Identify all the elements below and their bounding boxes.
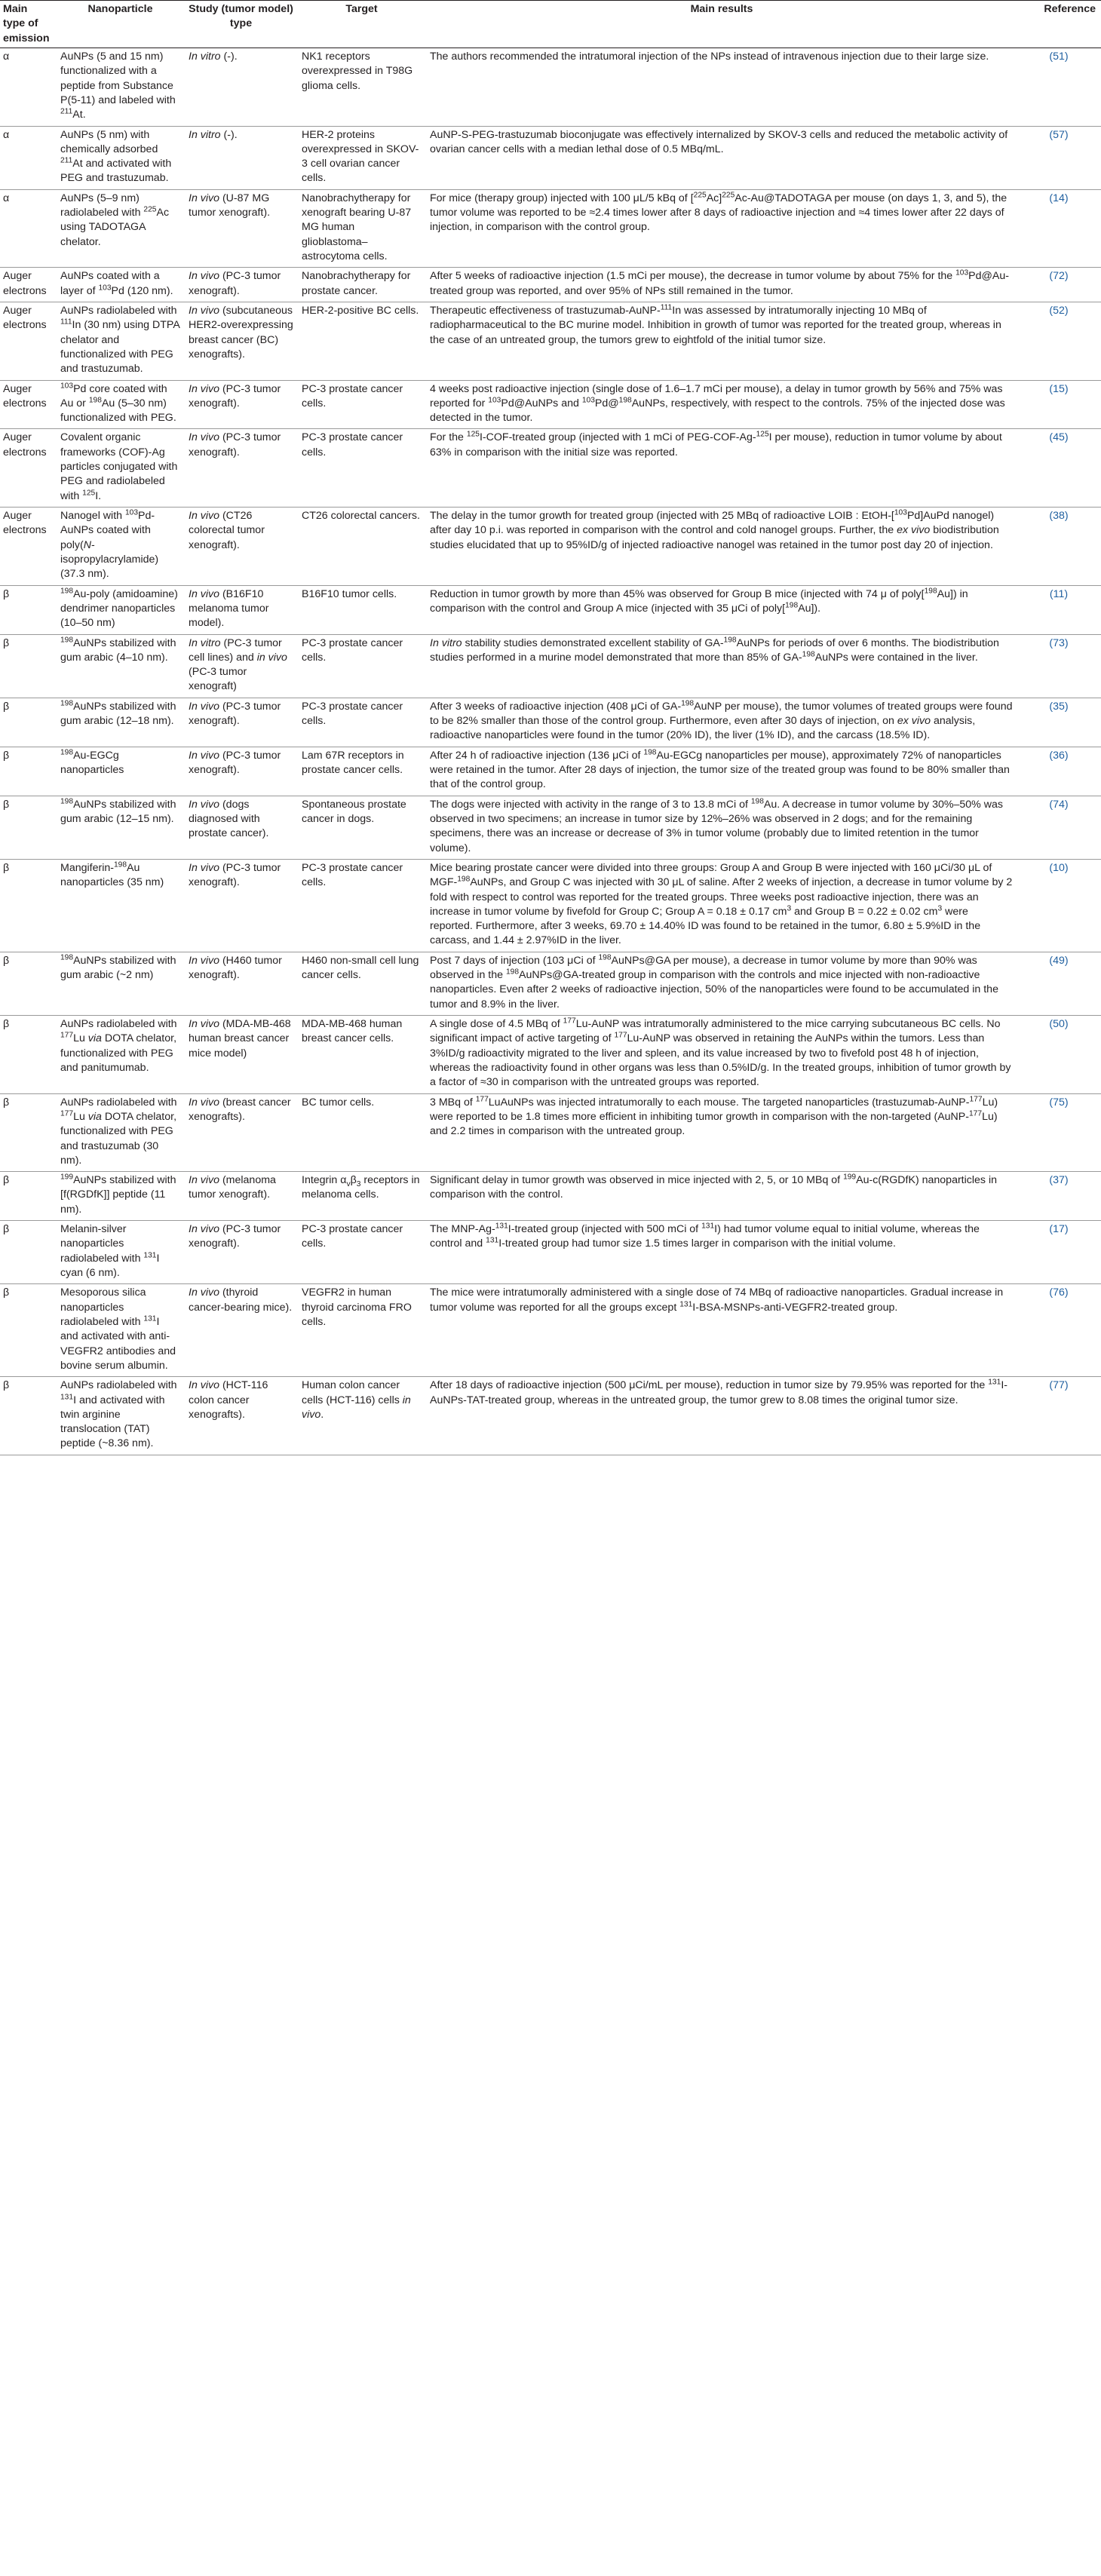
cell-study-type: In vivo (PC-3 tumor xenograft).	[186, 268, 299, 302]
cell-nanoparticle: AuNPs (5 nm) with chemically adsorbed $^{211}$At and activated with PEG and trastuzumab.	[57, 126, 186, 189]
cell-reference-link[interactable]: (77)	[1019, 1377, 1101, 1455]
cell-main-results: Reduction in tumor growth by more than 45% was observed for Group B mice (injected with 74 μ of poly[$^{198}$Au]) in comparison with the control and Group A mice (injected with 35 μCi of poly[$^{198}$Au]).	[427, 585, 1019, 634]
cell-target: VEGFR2 in human thyroid carcinoma FRO cells.	[299, 1284, 427, 1377]
cell-target: PC-3 prostate cancer cells.	[299, 380, 427, 429]
cell-reference-link[interactable]: (76)	[1019, 1284, 1101, 1377]
cell-reference-link[interactable]: (49)	[1019, 952, 1101, 1015]
cell-target: HER-2 proteins overexpressed in SKOV-3 cell ovarian cancer cells.	[299, 126, 427, 189]
cell-nanoparticle: AuNPs (5–9 nm) radiolabeled with $^{225}$Ac using TADOTAGA chelator.	[57, 189, 186, 268]
header-main-results: Main results	[427, 1, 1019, 48]
cell-nanoparticle: AuNPs radiolabeled with $^{177}$Lu via DOTA chelator, functionalized with PEG and trastuzumab (30 nm).	[57, 1093, 186, 1172]
header-study-type: Study (tumor model) type	[186, 1, 299, 48]
cell-study-type: In vitro (PC-3 tumor cell lines) and in vivo (PC-3 tumor xenograft)	[186, 634, 299, 698]
cell-main-results: A single dose of 4.5 MBq of $^{177}$Lu-AuNP was intratumorally administered to the mice carrying subcutaneous BC cells. No significant impact of active targeting of $^{177}$Lu-AuNP was observed in retaining the AuNPs within the tumors. Less than 3%ID/g radioactivity migrated to the liver and spleen, and its value increased by two to fivefold post 48 h of injection, whereas the radioactivity found in other organs was less than 0.5%ID/g. In the treated groups, inhibition of tumor growth by a factor of ≈30 in comparison with the untreated groups was reported.	[427, 1016, 1019, 1094]
cell-emission-type: β	[0, 747, 57, 796]
cell-study-type: In vivo (breast cancer xenografts).	[186, 1093, 299, 1172]
header-reference: Reference	[1019, 1, 1101, 48]
cell-study-type: In vivo (H460 tumor xenograft).	[186, 952, 299, 1015]
cell-nanoparticle: AuNPs radiolabeled with $^{111}$In (30 nm) using DTPA chelator and functionalized with PEG and trastuzumab.	[57, 302, 186, 380]
table-row	[0, 1016, 1101, 1094]
cell-study-type: In vivo (B16F10 melanoma tumor model).	[186, 585, 299, 634]
table-row	[0, 189, 1101, 268]
header-target: Target	[299, 1, 427, 48]
cell-reference-link[interactable]: (45)	[1019, 429, 1101, 508]
cell-study-type: In vivo (MDA-MB-468 human breast cancer mice model)	[186, 1016, 299, 1094]
table-row	[0, 747, 1101, 796]
cell-nanoparticle: $^{198}$Au-EGCg nanoparticles	[57, 747, 186, 796]
cell-reference-link[interactable]: (73)	[1019, 634, 1101, 698]
cell-target: PC-3 prostate cancer cells.	[299, 1221, 427, 1284]
cell-reference-link[interactable]: (38)	[1019, 508, 1101, 586]
cell-study-type: In vivo (PC-3 tumor xenograft).	[186, 747, 299, 796]
table-row	[0, 380, 1101, 429]
cell-emission-type: Auger electrons	[0, 302, 57, 380]
cell-reference-link[interactable]: (14)	[1019, 189, 1101, 268]
cell-target: PC-3 prostate cancer cells.	[299, 859, 427, 952]
cell-nanoparticle: Mesoporous silica nanoparticles radiolabeled with $^{131}$I and activated with anti-VEGFR2 antibodies and bovine serum albumin.	[57, 1284, 186, 1377]
cell-study-type: In vitro (-).	[186, 126, 299, 189]
table-row	[0, 796, 1101, 859]
cell-study-type: In vivo (melanoma tumor xenograft).	[186, 1172, 299, 1221]
cell-target: NK1 receptors overexpressed in T98G glioma cells.	[299, 48, 427, 126]
cell-target: Human colon cancer cells (HCT-116) cells in vivo.	[299, 1377, 427, 1455]
cell-study-type: In vivo (PC-3 tumor xenograft).	[186, 380, 299, 429]
cell-emission-type: β	[0, 634, 57, 698]
cell-emission-type: β	[0, 796, 57, 859]
cell-target: HER-2-positive BC cells.	[299, 302, 427, 380]
cell-reference-link[interactable]: (36)	[1019, 747, 1101, 796]
cell-target: PC-3 prostate cancer cells.	[299, 698, 427, 747]
cell-study-type: In vivo (PC-3 tumor xenograft).	[186, 859, 299, 952]
cell-target: Lam 67R receptors in prostate cancer cells.	[299, 747, 427, 796]
cell-study-type: In vivo (PC-3 tumor xenograft).	[186, 1221, 299, 1284]
cell-emission-type: β	[0, 859, 57, 952]
cell-emission-type: α	[0, 48, 57, 126]
table-row	[0, 698, 1101, 747]
header-emission-type: Main type of emission	[0, 1, 57, 48]
cell-study-type: In vivo (PC-3 tumor xenograft).	[186, 698, 299, 747]
cell-study-type: In vivo (dogs diagnosed with prostate cancer).	[186, 796, 299, 859]
cell-main-results: Therapeutic effectiveness of trastuzumab-AuNP-$^{111}$In was assessed by intratumorally injecting 10 MBq of radiopharmaceutical to the BC murine model. Inhibition in growth of tumor was reported for the treated group, whereas in the case of an untreated group, the tumors grew to eightfold of the initial tumor size.	[427, 302, 1019, 380]
cell-reference-link[interactable]: (52)	[1019, 302, 1101, 380]
cell-target: Nanobrachytherapy for xenograft bearing U-87 MG human glioblastoma–astrocytoma cells.	[299, 189, 427, 268]
cell-study-type: In vivo (PC-3 tumor xenograft).	[186, 429, 299, 508]
cell-nanoparticle: Mangiferin-$^{198}$Au nanoparticles (35 nm)	[57, 859, 186, 952]
cell-nanoparticle: AuNPs (5 and 15 nm) functionalized with a peptide from Substance P(5-11) and labeled with $^{211}$At.	[57, 48, 186, 126]
cell-main-results: Significant delay in tumor growth was observed in mice injected with 2, 5, or 10 MBq of $^{199}$Au-c(RGDfK) nanoparticles in comparison with the control.	[427, 1172, 1019, 1221]
cell-target: CT26 colorectal cancers.	[299, 508, 427, 586]
cell-emission-type: Auger electrons	[0, 380, 57, 429]
cell-target: Spontaneous prostate cancer in dogs.	[299, 796, 427, 859]
cell-emission-type: Auger electrons	[0, 508, 57, 586]
header-nanoparticle: Nanoparticle	[57, 1, 186, 48]
cell-emission-type: β	[0, 1172, 57, 1221]
cell-nanoparticle: $^{198}$Au-poly (amidoamine) dendrimer nanoparticles (10–50 nm)	[57, 585, 186, 634]
cell-reference-link[interactable]: (50)	[1019, 1016, 1101, 1094]
cell-nanoparticle: Covalent organic frameworks (COF)-Ag particles conjugated with PEG and radiolabeled with $^{125}$I.	[57, 429, 186, 508]
cell-reference-link[interactable]: (51)	[1019, 48, 1101, 126]
cell-nanoparticle: $^{198}$AuNPs stabilized with gum arabic (12–15 nm).	[57, 796, 186, 859]
cell-reference-link[interactable]: (11)	[1019, 585, 1101, 634]
cell-emission-type: β	[0, 1093, 57, 1172]
table-row	[0, 585, 1101, 634]
cell-main-results: The MNP-Ag-$^{131}$I-treated group (injected with 500 mCi of $^{131}$I) had tumor volume equal to initial volume, whereas the control and $^{131}$I-treated group had tumor size 1.5 times larger in comparison with the initial volume.	[427, 1221, 1019, 1284]
cell-study-type: In vivo (U-87 MG tumor xenograft).	[186, 189, 299, 268]
cell-nanoparticle: AuNPs radiolabeled with $^{131}$I and activated with twin arginine translocation (TAT) peptide (~8.36 nm).	[57, 1377, 186, 1455]
cell-nanoparticle: AuNPs radiolabeled with $^{177}$Lu via DOTA chelator, functionalized with PEG and panitumumab.	[57, 1016, 186, 1094]
table-row	[0, 508, 1101, 586]
table-row	[0, 429, 1101, 508]
cell-nanoparticle: $^{198}$AuNPs stabilized with gum arabic (12–18 nm).	[57, 698, 186, 747]
cell-target: PC-3 prostate cancer cells.	[299, 634, 427, 698]
cell-target: B16F10 tumor cells.	[299, 585, 427, 634]
cell-study-type: In vivo (subcutaneous HER2-overexpressing breast cancer (BC) xenografts).	[186, 302, 299, 380]
cell-main-results: Post 7 days of injection (103 μCi of $^{198}$AuNPs@GA per mouse), a decrease in tumor volume by more than 90% was observed in the $^{198}$AuNPs@GA-treated group in comparison with the controls and mice injected with non-radioactive nanoparticles. Even after 2 weeks of radioactive injection, 50% of the nanoparticles were found to be accumulated in the tumor and 8.9% in the liver.	[427, 952, 1019, 1015]
cell-emission-type: α	[0, 189, 57, 268]
cell-nanoparticle: $^{198}$AuNPs stabilized with gum arabic (4–10 nm).	[57, 634, 186, 698]
cell-main-results: Mice bearing prostate cancer were divided into three groups: Group A and Group B were injected with 160 μCi/30 μL of MGF-$^{198}$AuNPs, and Group C was injected with 30 μL of saline. After 2 weeks of injection, a decrease in tumor volume by 2 fold with respect to control was reported for the treated groups. Three weeks post radioactive injection, there was an increase in tumor volume by fivefold for Group C; Group A = 0.18 ± 0.17 $cm^3$ and Group B = 0.22 ± 0.02 $cm^3$ were reported. Furthermore, after 3 weeks, 69.70 ± 14.40% ID was found to be retained in the tumor, 6.80 ± 5.9%ID in the carcass, and 1.44 ± 2.97%ID in the liver.	[427, 859, 1019, 952]
cell-reference-link[interactable]: (10)	[1019, 859, 1101, 952]
table-row	[0, 952, 1101, 1015]
cell-study-type: In vivo (CT26 colorectal tumor xenograft).	[186, 508, 299, 586]
cell-target: BC tumor cells.	[299, 1093, 427, 1172]
cell-emission-type: β	[0, 1284, 57, 1377]
cell-reference-link[interactable]: (37)	[1019, 1172, 1101, 1221]
cell-main-results: The authors recommended the intratumoral injection of the NPs instead of intravenous injection due to their large size.	[427, 48, 1019, 126]
cell-reference-link[interactable]: (74)	[1019, 796, 1101, 859]
cell-nanoparticle: Melanin-silver nanoparticles radiolabeled with $^{131}$I cyan (6 nm).	[57, 1221, 186, 1284]
table-row	[0, 126, 1101, 189]
cell-main-results: After 5 weeks of radioactive injection (1.5 mCi per mouse), the decrease in tumor volume by about 75% for the $^{103}$Pd@Au-treated group was reported, and over 95% of NPs still remained in the tumor.	[427, 268, 1019, 302]
cell-reference-link[interactable]: (15)	[1019, 380, 1101, 429]
cell-emission-type: β	[0, 698, 57, 747]
cell-main-results: 4 weeks post radioactive injection (single dose of 1.6–1.7 mCi per mouse), a delay in tumor growth by 56% and 75% was reported for $^{103}$Pd@AuNPs and $^{103}$Pd@$^{198}$AuNPs, respectively, with respect to the controls. 75% of the injected dose was detected in the tumor.	[427, 380, 1019, 429]
table-row	[0, 634, 1101, 698]
cell-main-results: For mice (therapy group) injected with 100 μL/5 kBq of $[^{225}Ac]^{225}Ac-Au@TADOTAGA$ per mouse (on days 1, 3, and 5), the tumor volume was reported to be ≈2.4 times lower after 8 days of radioactive injection and ≈4 times lower after 22 days of injection, in comparison with the control group.	[427, 189, 1019, 268]
cell-target: Nanobrachytherapy for prostate cancer.	[299, 268, 427, 302]
cell-emission-type: β	[0, 952, 57, 1015]
cell-main-results: The dogs were injected with activity in the range of 3 to 13.8 mCi of $^{198}$Au. A decrease in tumor volume by 30%–50% was observed in two specimens; an increase in tumor size by 12%–26% was observed in 2 dogs; and for the remaining specimens, there was an increase or decrease of 3% in tumor volume (probably due to limited retention in the tumor volume).	[427, 796, 1019, 859]
cell-emission-type: α	[0, 126, 57, 189]
table-row	[0, 268, 1101, 302]
cell-nanoparticle: $^{199}$AuNPs stabilized with [f(RGDfK]] peptide (11 nm).	[57, 1172, 186, 1221]
cell-nanoparticle: $^{198}$AuNPs stabilized with gum arabic (~2 nm)	[57, 952, 186, 1015]
table-row	[0, 1093, 1101, 1172]
cell-main-results: 3 MBq of $^{177}$LuAuNPs was injected intratumorally to each mouse. The targeted nanoparticles (trastuzumab-AuNP-$^{177}$Lu) were reported to be 1.8 times more efficient in inhibiting tumor growth in comparison with the non-targeted (AuNP-$^{177}$Lu) and 2.2 times in comparison with the untreated group.	[427, 1093, 1019, 1172]
table-row	[0, 859, 1101, 952]
table-body	[0, 48, 1101, 1455]
table-header	[0, 1, 1101, 48]
cell-target: MDA-MB-468 human breast cancer cells.	[299, 1016, 427, 1094]
cell-main-results: For the $^{125}$I-COF-treated group (injected with 1 mCi of PEG-COF-Ag-$^{125}$I per mouse), reduction in tumor volume by about 63% in comparison with the initial size was reported.	[427, 429, 1019, 508]
cell-main-results: After 3 weeks of radioactive injection (408 μCi of GA-$^{198}$AuNP per mouse), the tumor volumes of treated groups were found to be 82% smaller than those of the control group. Furthermore, even after 30 days of injection, on ex vivo analysis, radioactive nanoparticles were found in the tumor (20% ID), the liver (1% ID), and the carcass (18.5% ID).	[427, 698, 1019, 747]
table-row	[0, 48, 1101, 126]
header-row	[0, 1, 1101, 48]
cell-reference-link[interactable]: (17)	[1019, 1221, 1101, 1284]
table-row	[0, 1221, 1101, 1284]
cell-emission-type: Auger electrons	[0, 268, 57, 302]
table-row	[0, 302, 1101, 380]
cell-main-results: In vitro stability studies demonstrated excellent stability of GA-$^{198}$AuNPs for periods of over 6 months. The biodistribution studies performed in a murine model demonstrated that more than 85% of GA-$^{198}$AuNPs were contained in the liver.	[427, 634, 1019, 698]
cell-main-results: After 18 days of radioactive injection (500 μCi/mL per mouse), reduction in tumor size by 79.95% was reported for the $^{131}$I-AuNPs-TAT-treated group, whereas in the untreated group, the tumor grew to 8.08 times the original tumor size.	[427, 1377, 1019, 1455]
cell-study-type: In vivo (thyroid cancer-bearing mice).	[186, 1284, 299, 1377]
cell-reference-link[interactable]: (72)	[1019, 268, 1101, 302]
table-row	[0, 1284, 1101, 1377]
cell-emission-type: Auger electrons	[0, 429, 57, 508]
cell-nanoparticle: AuNPs coated with a layer of $^{103}$Pd (120 nm).	[57, 268, 186, 302]
cell-main-results: The mice were intratumorally administered with a single dose of 74 MBq of radioactive nanoparticles. Gradual increase in tumor volume was reported for all the groups except $^{131}$I-BSA-MSNPs-anti-VEGFR2-treated group.	[427, 1284, 1019, 1377]
cell-main-results: The delay in the tumor growth for treated group (injected with 25 MBq of radioactive LOIB : EtOH-[$^{103}$Pd]AuPd nanogel) after day 10 p.i. was reported in comparison with the control and cold nanogel groups. Further, the ex vivo biodistribution studies elucidated that up to 95%ID/g of injected radioactive nanogel was retained in the tumor post day 20 of injection.	[427, 508, 1019, 586]
cell-reference-link[interactable]: (57)	[1019, 126, 1101, 189]
cell-study-type: In vitro (-).	[186, 48, 299, 126]
cell-main-results: After 24 h of radioactive injection (136 μCi of $^{198}$Au-EGCg nanoparticles per mouse), approximately 72% of nanoparticles were retained in the tumor. After 28 days of injection, the tumor size of the treated group was found to be 80% smaller than that of the control group.	[427, 747, 1019, 796]
cell-main-results: AuNP-S-PEG-trastuzumab bioconjugate was effectively internalized by SKOV-3 cells and reduced the metabolic activity of ovarian cancer cells with a median lethal dose of 0.5 MBq/mL.	[427, 126, 1019, 189]
cell-emission-type: β	[0, 1377, 57, 1455]
cell-reference-link[interactable]: (75)	[1019, 1093, 1101, 1172]
cell-target: Integrin $\alpha_v\beta_3$ receptors in melanoma cells.	[299, 1172, 427, 1221]
table-row	[0, 1377, 1101, 1455]
cell-emission-type: β	[0, 1221, 57, 1284]
cell-study-type: In vivo (HCT-116 colon cancer xenografts).	[186, 1377, 299, 1455]
cell-target: H460 non-small cell lung cancer cells.	[299, 952, 427, 1015]
cell-reference-link[interactable]: (35)	[1019, 698, 1101, 747]
cell-nanoparticle: Nanogel with $^{103}$Pd-AuNPs coated with poly(N-isopropylacrylamide) (37.3 nm).	[57, 508, 186, 586]
cell-emission-type: β	[0, 585, 57, 634]
cell-target: PC-3 prostate cancer cells.	[299, 429, 427, 508]
cell-nanoparticle: $^{103}$Pd core coated with Au or $^{198}$Au (5–30 nm) functionalized with PEG.	[57, 380, 186, 429]
cell-emission-type: β	[0, 1016, 57, 1094]
table-row	[0, 1172, 1101, 1221]
